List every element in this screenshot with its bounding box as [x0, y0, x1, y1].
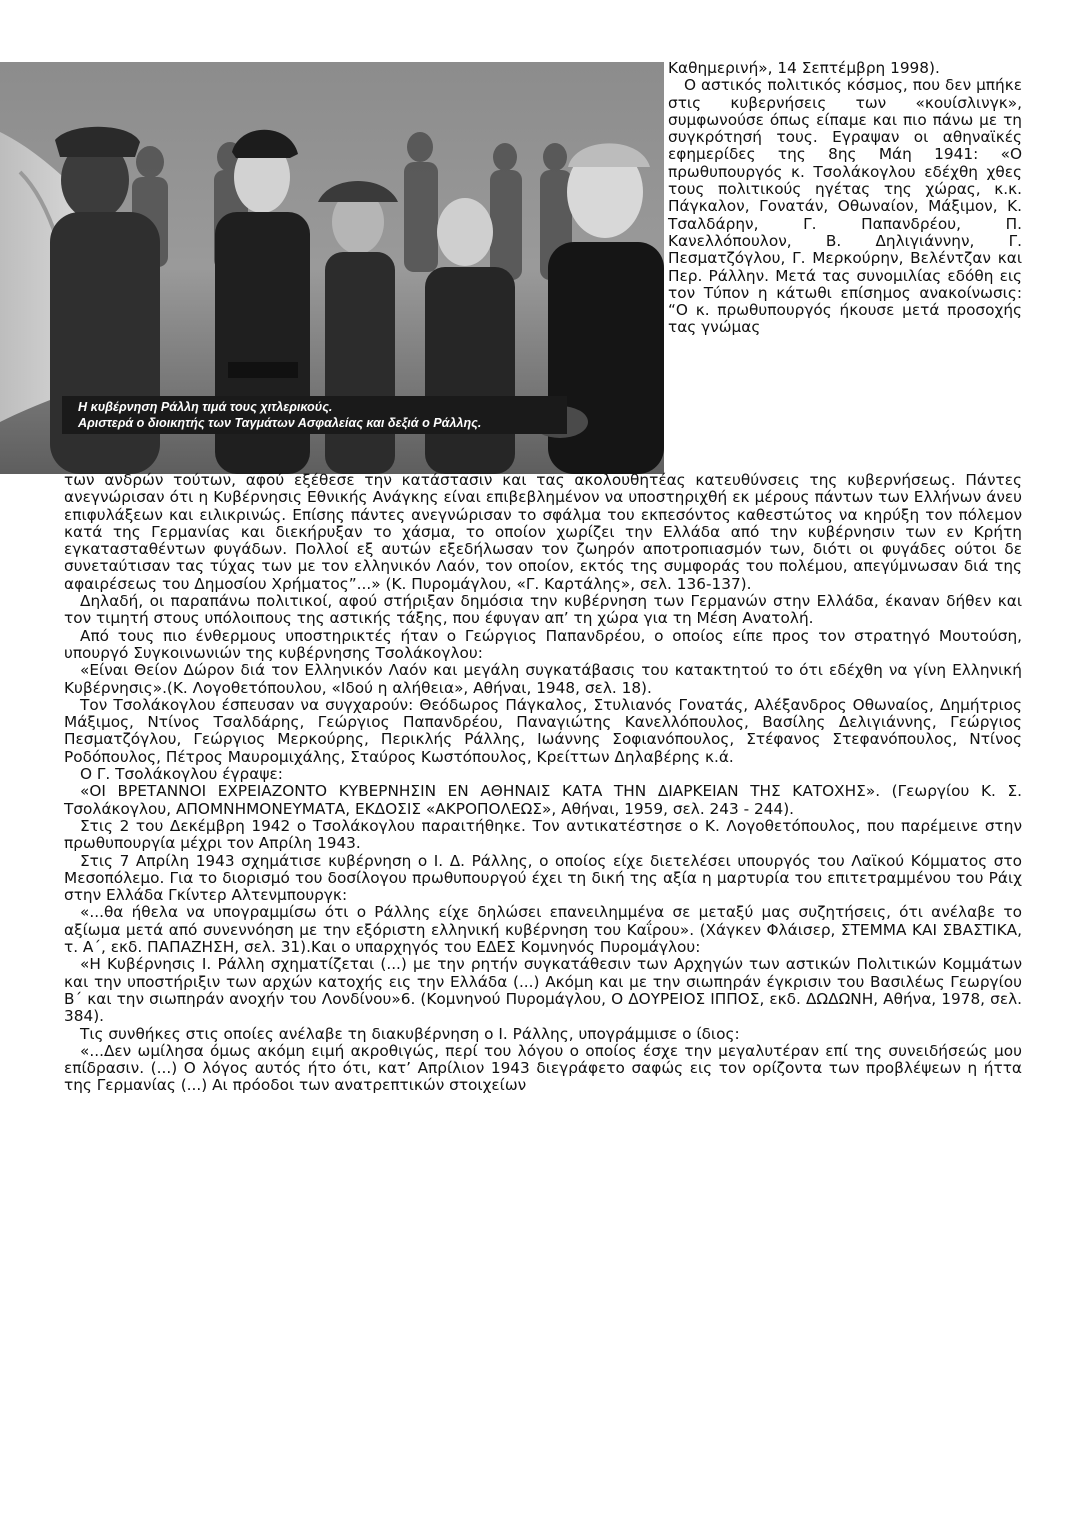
- column-paragraph: Καθημερινή», 14 Σεπτέμβρη 1998).: [668, 59, 940, 77]
- article-paragraph: Στις 7 Απρίλη 1943 σχημάτισε κυβέρνηση ο Ι. Δ. Ράλλης, ο οποίος είχε διετελέσει υπουργός του Λαϊκού Κόμματος στο Μεσοπόλεμο. Για το διορισμό του δοσίλογου πρωθυπουργού έχει τη δική της αξία η μαρτυρία του επιτετραμμένου του Ράιχ στην Ελλάδα Γκίντερ Αλτενμπουργκ:: [64, 851, 1022, 905]
- quote-paragraph: «...θα ήθελα να υπογραμμίσω ότι ο Ράλλης είχε δηλώσει επανειλημμένα σε μεταξύ μας συζητήσεις, ότι ανέλαβε το αξίωμα μετά από συνεννόηση με την εξόριστη ελληνική κυβέρνηση του Καΐρου». (Χάγκεν Φλάισερ, ΣΤΕΜΜΑ ΚΑΙ ΣΒΑΣΤΙΚΑ, τ. Α΄, εκδ. ΠΑΠΑΖΗΣΗ, σελ. 31).Και ο υπαρχηγός του ΕΔΕΣ Κομνηνός Πυρομάγλου:: [64, 903, 1022, 957]
- quote-paragraph: «Είναι Θείον Δώρον διά τον Ελληνικόν Λαόν και μεγάλη συγκατάβασις του κατακτητού το ότι εδέχθη να γίνη Ελληνική Κυβέρνησις».(Κ. Λογοθετόπουλου, «Ιδού η αλήθεια», Αθήναι, 1948, σελ. 18).: [64, 661, 1022, 697]
- article-paragraph: Τον Τσολάκογλου έσπευσαν να συγχαρούν: Θεόδωρος Πάγκαλος, Στυλιανός Γονατάς, Αλέξανδρος Οθωναίος, Δημήτριος Μάξιμος, Ντίνος Τσαλδάρης, Γεώργιος Παπανδρέου, Παναγιώτης Κανελλόπουλος, Βασίλης Δελιγιάννης, Γεώργιος Πεσματζόγλου, Γεώργιος Μερκούρης, Περικλής Ράλλης, Ιωάννης Σοφιανόπουλος, Στέφανος Στεφανόπουλος, Ντίνος Ροδόπουλος, Πέτρος Μαυρομιχάλης, Σταύρος Κωστόπουλος, Κρείττων Δηλαβέρης κ.ά.: [64, 695, 1022, 766]
- article-paragraph: Από τους πιο ένθερμους υποστηρικτές ήταν ο Γεώργιος Παπανδρέου, ο οποίος είπε προς τον στρατηγό Μουτούση, υπουργό Συγκοινωνιών της κυβέρνησης Τσολάκογλου:: [64, 626, 1022, 662]
- caption-line-1: Η κυβέρνηση Ράλλη τιμά τους χιτλερικούς.: [78, 400, 333, 414]
- article-paragraph: Δηλαδή, οι παραπάνω πολιτικοί, αφού στήριξαν δημόσια την κυβέρνηση των Γερμανών στην Ελλάδα, έκαναν δήθεν και τον τιμητή στους υπόλοιπους της αστικής τάξης, που έφυγαν απ’ τη χώρα για τη Μέση Ανατολή.: [64, 592, 1022, 628]
- quote-paragraph: «...Δεν ωμίλησα όμως ακόμη ειμή ακροθιγώς, περί του λόγου ο οποίος έσχε την μεγαλυτέραν επί της συνειδήσεώς μου επίδρασιν. (...) Ο λόγος αυτός ήτο ότι, κατ’ Απρίλιον 1943 διεγράφετο σαφώς εις τον ορίζοντα των προβλέψεων η ήττα της Γερμανίας (...) Αι πρόοδοι των ανατρεπτικών στοιχείων: [64, 1041, 1022, 1095]
- article-paragraph: Στις 2 του Δεκέμβρη 1942 ο Τσολάκογλου παραιτήθηκε. Τον αντικατέστησε ο Κ. Λογοθετόπουλος, που παρέμεινε στην πρωθυπουργία μέχρι τον Απρίλη 1943.: [64, 816, 1022, 853]
- main-article-text: [64, 472, 1022, 1095]
- article-paragraph: Τις συνθήκες στις οποίες ανέλαβε τη διακυβέρνηση ο Ι. Ράλλης, υπογράμμισε ο ίδιος:: [80, 1024, 740, 1043]
- quote-paragraph: «Η Κυβέρνησις Ι. Ράλλη σχηματίζεται (...) με την ρητήν συγκατάθεσιν των Αρχηγών των αστικών Πολιτικών Κομμάτων και την υποστήριξιν των αρχών κατοχής εις την Ελλάδα (...) Ακόμη και με την σιωπηράν έγκρισιν του Βασιλέως Γεωργίου Β΄ και την σιωπηράν ανοχήν του Λονδίνου»6. (Κομνηνού Πυρομάγλου, Ο ΔΟΥΡΕΙΟΣ ΙΠΠΟΣ, εκδ. ΔΩΔΩΝΗ, Αθήνα, 1978, σελ. 384).: [64, 955, 1022, 1026]
- column-paragraph: Ο αστικός πολιτικός κόσμος, που δεν μπήκε στις κυβερνήσεις των «κουίσλινγκ», συμφωνούσε όπως είπαμε και πιο πάνω με τη συγκρότησή τους. Εγραψαν οι αθηναϊκές εφημερίδες της 8ης Μάη 1941: «Ο πρωθυπουργός κ. Τσολάκογλου εδέχθη χθες τους πολιτικούς ηγέτας της χώρας, κ.κ. Πάγκαλον, Γονατάν, Οθωναίον, Μάξιμον, Κ. Τσαλδάρην, Γ. Παπανδρέου, Π. Κανελλόπουλον, Β. Δηλιγιάννην, Γ. Πεσματζόγλου, Γ. Μερκούρην, Βελέντζαν και Περ. Ράλλην. Μετά τας συνομιλίας εδόθη εις τον Τύπον η κάτωθι επίσημος ανακοίνωσις: “Ο κ. πρωθυπουργός ήκουσε μετά προσοχής τας γνώμας: [668, 76, 1022, 337]
- caption-line-2: Αριστερά ο διοικητής των Ταγμάτων Ασφαλείας και δεξιά ο Ράλλης.: [78, 416, 482, 430]
- article-paragraph: των ανδρών τούτων, αφού εξέθεσε την κατάστασιν και τας ακολουθητέας κατευθύνσεις της κυβερνήσεως. Πάντες ανεγνώρισαν ότι η Κυβέρνησις Εθνικής Ανάγκης είναι επιβεβλημένον να υποστηριχθή εκ μέρους πάντων των Ελλήνων άνευ επιφυλάξεων και ειλικρινώς. Επίσης πάντες ανεγνώρισαν το σφάλμα του εκπεσόντος καθεστώτος να κηρύξη τον πόλεμον κατά της Γερμανίας και διεκήρυξαν το χάσμα, το οποίον χωρίζει την Ελλάδα από την κυβέρνησιν των εν Κρήτη εγκατασταθέντων φυγάδων. Πολλοί εξ αυτών εξεδήλωσαν τον ζωηρόν αποτροπιασμόν των, διότι οι φυγάδες ούτοι δε συνεταύτισαν τας τύχας των με τον ελληνικόν Λαόν, τον οποίον, εκτός της συμφοράς του πολέμου, απεγύμνωσαν διά της αφαιρέσεως του Δημοσίου Χρήματος”...» (Κ. Πυρομάγλου, «Γ. Καρτάλης», σελ. 136-137).: [64, 471, 1022, 593]
- quote-paragraph: «ΟΙ ΒΡΕΤΑΝΝΟΙ ΕΧΡΕΙΑΖΟΝΤΟ ΚΥΒΕΡΝΗΣΙΝ ΕΝ ΑΘΗΝΑΙΣ ΚΑΤΑ ΤΗΝ ΔΙΑΡΚΕΙΑΝ ΤΗΣ ΚΑΤΟΧΗΣ». (Γεωργίου Κ. Σ. Τσολάκογλου, ΑΠΟΜΝΗΜΟΝΕΥΜΑΤΑ, ΕΚΔΟΣΙΣ «ΑΚΡΟΠΟΛΕΩΣ», Αθήναι, 1959, σελ. 243 - 244).: [64, 782, 1022, 818]
- right-column-text: [668, 60, 1022, 337]
- photo-caption: [62, 396, 567, 434]
- article-paragraph: Ο Γ. Τσολάκογλου έγραψε:: [80, 765, 283, 784]
